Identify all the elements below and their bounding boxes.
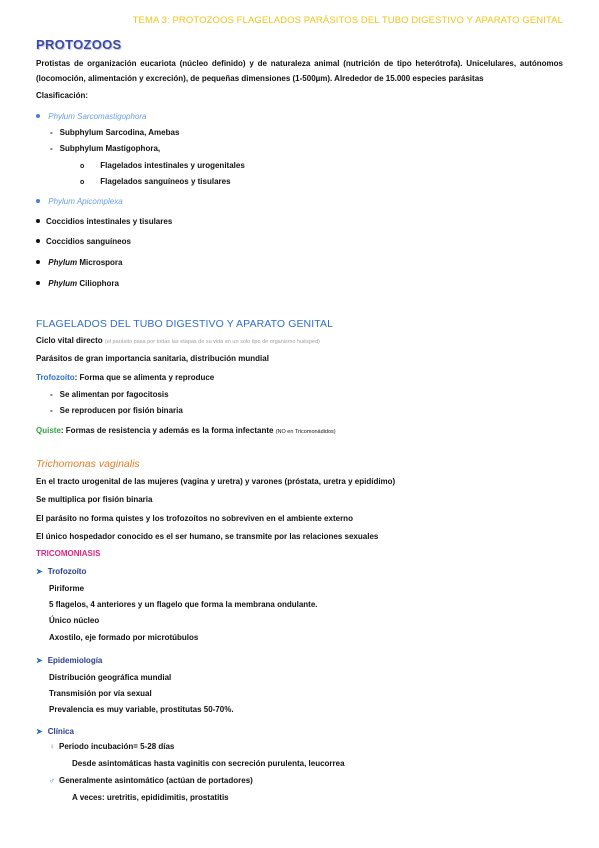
phylum-sarcomastigophora: Phylum Sarcomastigophora <box>48 112 147 121</box>
quiste-text: : Formas de resistencia y además es la forma infectante <box>60 426 274 435</box>
page-header: TEMA 3: PROTOZOOS FLAGELADOS PARÁSITOS DEL TUBO DIGESTIVO Y APARATO GENITAL <box>132 15 563 26</box>
parasitos-line: Parásitos de gran importancia sanitaria, distribución mundial <box>36 354 269 363</box>
ciliophora: Ciliophora <box>79 279 119 288</box>
trofozoito-label: Trofozoíto <box>36 373 75 382</box>
clinica-heading <box>36 727 74 737</box>
ciclo-line <box>36 336 320 346</box>
list-item <box>50 406 183 416</box>
list-item <box>36 217 172 227</box>
piriforme-text: Piriforme <box>49 584 85 593</box>
asintomatico-text: Generalmente asintomático (actúan de portadores) <box>59 776 253 785</box>
list-item <box>80 177 231 187</box>
coccidios-sanguineos: Coccidios sanguíneos <box>46 237 131 246</box>
page-title: PROTOZOOS <box>36 37 122 52</box>
incubacion-text: Periodo incubación= 5-28 días <box>59 742 175 751</box>
transmision-text: Transmisión por vía sexual <box>49 689 152 698</box>
subphylum-sarcodina: Subphylum Sarcodina, Amebas <box>59 128 180 137</box>
list-item <box>36 237 131 247</box>
quiste-note: (NO en Tricomonádidos) <box>275 429 336 435</box>
classification-label: Clasificación: <box>36 91 89 100</box>
phylum-word: Phylum <box>48 279 78 288</box>
quiste-label: Quiste <box>36 426 61 435</box>
quiste-line <box>36 426 336 436</box>
male-symbol-icon: ♂ <box>49 776 55 785</box>
asintomaticas-text: Desde asintomáticas hasta vaginitis con secreción purulenta, leucorrea <box>72 759 345 768</box>
list-item <box>36 112 147 122</box>
incubacion-line <box>49 742 174 752</box>
epidemiologia-title: Epidemiología <box>47 656 103 665</box>
phylum-apicomplexa: Phylum Apicomplexa <box>48 197 123 206</box>
section-title-flagelados: FLAGELADOS DEL TUBO DIGESTIVO Y APARATO GENITAL <box>36 318 334 330</box>
list-item <box>36 258 123 268</box>
fagocitosis-text: Se alimentan por fagocitosis <box>59 390 169 399</box>
tricomoniasis-heading: TRICOMONIASIS <box>36 549 101 558</box>
intro-paragraph: Protistas de organización eucariota (núcleo definido) y de naturaleza animal (nutrición de tipo heterótrofa). Unicelulares, autónomos (locomoción, alimentación y excreción), de pequeñas dimensiones (1-500µm). Alrededor de 15.000 especies parásitas <box>36 59 563 83</box>
prevalencia-text: Prevalencia es muy variable, prostitutas 50-70%. <box>49 705 234 714</box>
list-item <box>50 128 179 138</box>
list-item <box>50 390 169 400</box>
trofozoito-line <box>36 373 214 383</box>
subphylum-mastigophora: Subphylum Mastigophora, <box>59 144 161 153</box>
axostilo-text: Axostilo, eje formado por microtúbulos <box>49 633 199 642</box>
trichomonas-line-4: El único hospedador conocido es el ser humano, se transmite por las relaciones sexuales <box>36 532 379 541</box>
ciclo-label: Ciclo vital directo <box>36 336 103 345</box>
flagelados-sanguineos: Flagelados sanguíneos y tisulares <box>100 177 231 186</box>
fision-text: Se reproducen por fisión binaria <box>59 406 183 415</box>
flagelos-text: 5 flagelos, 4 anteriores y un flagelo que forma la membrana ondulante. <box>49 600 318 609</box>
microspora: Microspora <box>79 258 123 267</box>
trichomonas-line-3: El parásito no forma quistes y los trofozoítos no sobreviven en el ambiente externo <box>36 514 353 523</box>
trichomonas-title: Trichomonas vaginalis <box>36 458 140 470</box>
phylum-word: Phylum <box>48 258 78 267</box>
arrow-right-icon: ➤ <box>36 567 43 576</box>
female-symbol-icon: ♀ <box>49 742 55 751</box>
asintomatico-line <box>49 776 253 786</box>
nucleo-text: Único núcleo <box>49 616 100 625</box>
trofozoito-heading <box>36 567 86 577</box>
trichomonas-line-1: En el tracto urogenital de las mujeres (vagina y uretra) y varones (próstata, uretra y epidídimo) <box>36 477 396 486</box>
flagelados-intestinales: Flagelados intestinales y urogenitales <box>100 161 245 170</box>
coccidios-intestinales: Coccidios intestinales y tisulares <box>46 217 173 226</box>
list-item <box>80 161 245 171</box>
arrow-right-icon: ➤ <box>36 727 43 736</box>
trichomonas-line-2: Se multiplica por fisión binaria <box>36 495 153 504</box>
list-item <box>50 144 160 154</box>
list-item <box>36 279 119 289</box>
aveces-text: A veces: uretritis, epididimitis, prostatitis <box>72 793 229 802</box>
list-item <box>36 197 123 207</box>
arrow-right-icon: ➤ <box>36 656 43 665</box>
trofozoito-title: Trofozoíto <box>47 567 87 576</box>
distribucion-text: Distribución geográfica mundial <box>49 673 172 682</box>
epidemiologia-heading <box>36 656 102 666</box>
trofozoito-text: : Forma que se alimenta y reproduce <box>74 373 215 382</box>
ciclo-note: (el parásito pasa por todas las etapas de su vida en un solo tipo de organismo huésped) <box>104 339 320 345</box>
clinica-title: Clínica <box>47 727 74 736</box>
